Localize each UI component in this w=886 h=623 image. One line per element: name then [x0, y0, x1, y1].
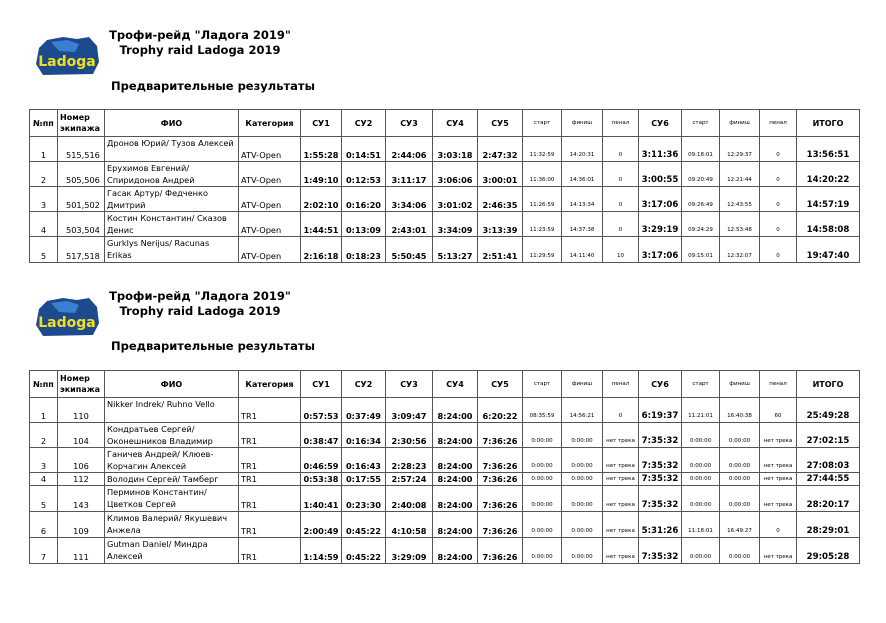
cell-ss6-finish: 0:00:00	[720, 423, 760, 448]
cell-ss6: 3:00:55	[639, 162, 682, 187]
svg-text:Ladoga: Ladoga	[38, 54, 96, 70]
header-ss1: СУ1	[301, 371, 342, 398]
cell-crew-number: 110	[58, 398, 105, 423]
cell-category: ATV-Open	[239, 212, 301, 237]
cell-total: 25:49:28	[797, 398, 860, 423]
cell-ss6: 7:35:32	[639, 448, 682, 473]
table-row	[30, 187, 860, 212]
cell-crew-number: 109	[58, 512, 105, 538]
header-ss6-finish: финиш	[720, 371, 760, 398]
cell-ss1: 2:16:18	[301, 237, 342, 263]
cell-total: 13:56:51	[797, 137, 860, 162]
cell-ss6-finish: 12:29:37	[720, 137, 760, 162]
event-title-ru: Трофи-рейд "Ладога 2019"	[109, 289, 291, 303]
cell-ss6-penalty: нет трека	[760, 448, 797, 473]
cell-position: 6	[30, 512, 58, 538]
cell-ss4: 3:01:02	[433, 187, 478, 212]
cell-ss5-finish: 14:37:38	[562, 212, 603, 237]
cell-total: 27:44:55	[797, 473, 860, 486]
header-ss5-finish: финиш	[562, 371, 603, 398]
header-ss6-start: старт	[682, 371, 720, 398]
cell-ss5: 7:36:26	[478, 448, 523, 473]
cell-ss5-penalty: нет трека	[603, 512, 639, 538]
cell-ss3: 2:57:24	[386, 473, 433, 486]
cell-ss2: 0:16:34	[342, 423, 386, 448]
cell-position: 5	[30, 237, 58, 263]
cell-ss6-start: 09:15:01	[682, 237, 720, 263]
cell-ss6: 3:29:19	[639, 212, 682, 237]
cell-ss5: 7:36:26	[478, 538, 523, 564]
cell-crew-number: 143	[58, 486, 105, 512]
header-names: ФИО	[105, 371, 239, 398]
cell-ss5: 3:13:39	[478, 212, 523, 237]
header-ss1: СУ1	[301, 110, 342, 137]
cell-ss1: 1:44:51	[301, 212, 342, 237]
cell-ss2: 0:18:23	[342, 237, 386, 263]
cell-ss1: 0:38:47	[301, 423, 342, 448]
cell-names: Nikker Indrek/ Ruhno Vello	[105, 398, 239, 423]
cell-ss2: 0:12:53	[342, 162, 386, 187]
cell-names: Gurklys Nerijus/ Racunas Erikas	[105, 237, 239, 263]
header-ss6: СУ6	[639, 110, 682, 137]
cell-ss5-penalty: нет трека	[603, 473, 639, 486]
header-position: №пп	[30, 110, 58, 137]
cell-ss5-start: 0:00:00	[523, 473, 562, 486]
header-crew-number: Номер экипажа	[58, 371, 105, 398]
table-row	[30, 473, 860, 486]
header-ss4: СУ4	[433, 110, 478, 137]
cell-total: 19:47:40	[797, 237, 860, 263]
cell-ss1: 0:53:38	[301, 473, 342, 486]
cell-ss6-penalty: 0	[760, 237, 797, 263]
cell-category: TR1	[239, 473, 301, 486]
cell-ss5-finish: 14:56:21	[562, 398, 603, 423]
cell-ss6-start: 11:18:01	[682, 512, 720, 538]
cell-ss6: 5:31:26	[639, 512, 682, 538]
cell-ss3: 3:34:06	[386, 187, 433, 212]
cell-ss5-penalty: 0	[603, 398, 639, 423]
section-subtitle: Предварительные результаты	[111, 339, 315, 353]
cell-ss5-penalty: нет трека	[603, 423, 639, 448]
cell-ss5-finish: 0:00:00	[562, 448, 603, 473]
cell-ss5: 6:20:22	[478, 398, 523, 423]
cell-ss4: 8:24:00	[433, 398, 478, 423]
cell-ss5-start: 11:29:59	[523, 237, 562, 263]
cell-ss6-start: 09:20:49	[682, 162, 720, 187]
cell-ss5-start: 11:26:59	[523, 187, 562, 212]
cell-ss1: 2:00:49	[301, 512, 342, 538]
cell-ss2: 0:16:20	[342, 187, 386, 212]
cell-ss5-penalty: 0	[603, 212, 639, 237]
cell-ss5-finish: 0:00:00	[562, 512, 603, 538]
cell-ss3: 2:43:01	[386, 212, 433, 237]
cell-ss6-penalty: нет трека	[760, 473, 797, 486]
header-ss4: СУ4	[433, 371, 478, 398]
cell-ss5-penalty: 10	[603, 237, 639, 263]
cell-ss6: 3:17:06	[639, 237, 682, 263]
cell-position: 1	[30, 137, 58, 162]
cell-ss6: 7:35:32	[639, 486, 682, 512]
cell-ss5-penalty: нет трека	[603, 448, 639, 473]
cell-ss6: 6:19:37	[639, 398, 682, 423]
header-ss2: СУ2	[342, 110, 386, 137]
cell-ss2: 0:45:22	[342, 538, 386, 564]
header-crew-number: Номер экипажа	[58, 110, 105, 137]
header-ss5: СУ5	[478, 110, 523, 137]
header-total: ИТОГО	[797, 110, 860, 137]
cell-ss6: 7:35:32	[639, 538, 682, 564]
cell-ss3: 3:09:47	[386, 398, 433, 423]
header-ss6-penalty: пенал	[760, 371, 797, 398]
cell-ss5: 3:00:01	[478, 162, 523, 187]
cell-ss6-start: 0:00:00	[682, 538, 720, 564]
cell-ss1: 1:55:28	[301, 137, 342, 162]
header-ss5-finish: финиш	[562, 110, 603, 137]
cell-total: 28:20:17	[797, 486, 860, 512]
cell-category: ATV-Open	[239, 162, 301, 187]
cell-ss2: 0:13:09	[342, 212, 386, 237]
cell-ss5-start: 0:00:00	[523, 538, 562, 564]
header-ss3: СУ3	[386, 371, 433, 398]
header-ss5-start: старт	[523, 110, 562, 137]
cell-category: ATV-Open	[239, 137, 301, 162]
cell-total: 28:29:01	[797, 512, 860, 538]
header-category: Категория	[239, 110, 301, 137]
cell-ss5-finish: 0:00:00	[562, 423, 603, 448]
event-title-ru: Трофи-рейд "Ладога 2019"	[109, 28, 291, 42]
cell-names: Ганичев Андрей/ Клюев-Корчагин Алексей	[105, 448, 239, 473]
header-ss6-finish: финиш	[720, 110, 760, 137]
header-ss6-penalty: пенал	[760, 110, 797, 137]
cell-names: Гасак Артур/ Федченко Дмитрий	[105, 187, 239, 212]
cell-ss5-penalty: нет трека	[603, 538, 639, 564]
cell-category: TR1	[239, 398, 301, 423]
cell-total: 14:20:22	[797, 162, 860, 187]
cell-ss5-start: 11:36:00	[523, 162, 562, 187]
cell-ss5: 2:47:32	[478, 137, 523, 162]
cell-names: Дронов Юрий/ Тузов Алексей	[105, 137, 239, 162]
table-row	[30, 448, 860, 473]
cell-position: 3	[30, 448, 58, 473]
table-row	[30, 212, 860, 237]
cell-ss5-start: 0:00:00	[523, 512, 562, 538]
cell-total: 14:58:08	[797, 212, 860, 237]
cell-ss5: 7:36:26	[478, 486, 523, 512]
cell-crew-number: 517,518	[58, 237, 105, 263]
cell-ss5: 2:51:41	[478, 237, 523, 263]
cell-ss6-penalty: нет трека	[760, 423, 797, 448]
cell-ss5-finish: 0:00:00	[562, 486, 603, 512]
cell-ss5-start: 0:00:00	[523, 448, 562, 473]
cell-ss6-start: 0:00:00	[682, 448, 720, 473]
header-row	[30, 371, 860, 398]
cell-ss4: 3:03:18	[433, 137, 478, 162]
cell-ss3: 2:28:23	[386, 448, 433, 473]
cell-ss5: 7:36:26	[478, 473, 523, 486]
cell-ss6: 7:35:32	[639, 473, 682, 486]
cell-ss3: 5:50:45	[386, 237, 433, 263]
cell-ss6-finish: 16:49:27	[720, 512, 760, 538]
cell-ss4: 8:24:00	[433, 423, 478, 448]
cell-names: Володин Сергей/ Тамберг	[105, 473, 239, 486]
cell-crew-number: 111	[58, 538, 105, 564]
event-title-en: Trophy raid Ladoga 2019	[119, 304, 281, 318]
cell-position: 2	[30, 162, 58, 187]
cell-crew-number: 503,504	[58, 212, 105, 237]
header-ss5-penalty: пенал	[603, 371, 639, 398]
cell-ss4: 5:13:27	[433, 237, 478, 263]
cell-ss6-finish: 0:00:00	[720, 473, 760, 486]
cell-ss6-finish: 12:53:48	[720, 212, 760, 237]
cell-crew-number: 112	[58, 473, 105, 486]
cell-crew-number: 501,502	[58, 187, 105, 212]
cell-ss3: 3:11:17	[386, 162, 433, 187]
header-category: Категория	[239, 371, 301, 398]
cell-category: TR1	[239, 448, 301, 473]
header-position: №пп	[30, 371, 58, 398]
cell-ss6-finish: 12:43:55	[720, 187, 760, 212]
table-row	[30, 512, 860, 538]
cell-ss2: 0:16:43	[342, 448, 386, 473]
cell-crew-number: 515,516	[58, 137, 105, 162]
cell-position: 5	[30, 486, 58, 512]
cell-ss6-penalty: нет трека	[760, 538, 797, 564]
cell-ss5-penalty: 0	[603, 137, 639, 162]
cell-ss5-start: 0:00:00	[523, 423, 562, 448]
cell-ss2: 0:17:55	[342, 473, 386, 486]
table-row	[30, 423, 860, 448]
cell-ss3: 2:40:08	[386, 486, 433, 512]
cell-ss5-start: 0:00:00	[523, 486, 562, 512]
table-row	[30, 398, 860, 423]
cell-ss6-finish: 0:00:00	[720, 538, 760, 564]
cell-ss5-start: 11:23:59	[523, 212, 562, 237]
cell-ss5-start: 08:35:59	[523, 398, 562, 423]
cell-ss4: 8:24:00	[433, 486, 478, 512]
cell-ss6-penalty: 0	[760, 187, 797, 212]
cell-ss6-penalty: 0	[760, 212, 797, 237]
cell-category: ATV-Open	[239, 187, 301, 212]
cell-ss6-start: 11:21:01	[682, 398, 720, 423]
cell-ss6-penalty: нет трека	[760, 486, 797, 512]
cell-ss6-penalty: 0	[760, 512, 797, 538]
cell-ss2: 0:14:51	[342, 137, 386, 162]
cell-ss4: 8:24:00	[433, 448, 478, 473]
cell-position: 2	[30, 423, 58, 448]
cell-ss6-start: 0:00:00	[682, 423, 720, 448]
cell-ss5-start: 11:32:59	[523, 137, 562, 162]
cell-ss3: 3:29:09	[386, 538, 433, 564]
cell-ss5-finish: 0:00:00	[562, 473, 603, 486]
header-ss2: СУ2	[342, 371, 386, 398]
header-ss6: СУ6	[639, 371, 682, 398]
cell-category: ATV-Open	[239, 237, 301, 263]
cell-ss6-finish: 0:00:00	[720, 486, 760, 512]
cell-ss2: 0:37:49	[342, 398, 386, 423]
cell-ss6-finish: 16:40:38	[720, 398, 760, 423]
cell-crew-number: 505,506	[58, 162, 105, 187]
cell-ss6-start: 09:24:29	[682, 212, 720, 237]
cell-ss5-finish: 14:36:01	[562, 162, 603, 187]
cell-category: TR1	[239, 423, 301, 448]
cell-ss4: 8:24:00	[433, 538, 478, 564]
cell-ss5-finish: 0:00:00	[562, 538, 603, 564]
cell-position: 7	[30, 538, 58, 564]
cell-ss6-start: 09:26:49	[682, 187, 720, 212]
cell-ss6-penalty: 60	[760, 398, 797, 423]
cell-ss5-penalty: 0	[603, 187, 639, 212]
cell-ss5-finish: 14:20:31	[562, 137, 603, 162]
header-total: ИТОГО	[797, 371, 860, 398]
cell-crew-number: 106	[58, 448, 105, 473]
ladoga-logo	[33, 34, 101, 76]
cell-ss6-penalty: 0	[760, 162, 797, 187]
header-ss6-start: старт	[682, 110, 720, 137]
cell-ss4: 3:06:06	[433, 162, 478, 187]
cell-ss6-start: 09:18:01	[682, 137, 720, 162]
cell-ss4: 8:24:00	[433, 512, 478, 538]
cell-ss1: 1:40:41	[301, 486, 342, 512]
cell-ss6-finish: 0:00:00	[720, 448, 760, 473]
cell-position: 1	[30, 398, 58, 423]
table-row	[30, 538, 860, 564]
event-title-en: Trophy raid Ladoga 2019	[119, 43, 281, 57]
cell-ss2: 0:45:22	[342, 512, 386, 538]
cell-names: Кондратьев Сергей/ Оконешников Владимир	[105, 423, 239, 448]
cell-category: TR1	[239, 486, 301, 512]
cell-category: TR1	[239, 512, 301, 538]
cell-ss1: 0:46:59	[301, 448, 342, 473]
table-row	[30, 137, 860, 162]
cell-total: 27:02:15	[797, 423, 860, 448]
svg-text:Ladoga: Ladoga	[38, 315, 96, 331]
results-table-atv	[29, 109, 860, 263]
cell-names: Перминов Константин/ Цветков Сергей	[105, 486, 239, 512]
cell-total: 14:57:19	[797, 187, 860, 212]
header-ss5: СУ5	[478, 371, 523, 398]
table-row	[30, 162, 860, 187]
cell-ss3: 2:44:06	[386, 137, 433, 162]
cell-ss1: 1:49:10	[301, 162, 342, 187]
table-row	[30, 486, 860, 512]
cell-names: Климов Валерий/ Якушевич Анжела	[105, 512, 239, 538]
table-row	[30, 237, 860, 263]
header-ss3: СУ3	[386, 110, 433, 137]
cell-ss3: 4:10:58	[386, 512, 433, 538]
header-names: ФИО	[105, 110, 239, 137]
cell-ss6-start: 0:00:00	[682, 473, 720, 486]
cell-ss3: 2:30:56	[386, 423, 433, 448]
cell-names: Gutman Daniel/ Миндра Алексей	[105, 538, 239, 564]
cell-ss6-finish: 12:32:07	[720, 237, 760, 263]
cell-ss5-finish: 14:13:34	[562, 187, 603, 212]
cell-ss5-penalty: 0	[603, 162, 639, 187]
cell-ss6: 7:35:32	[639, 423, 682, 448]
cell-names: Костин Константин/ Сказов Денис	[105, 212, 239, 237]
results-table-tr1	[29, 370, 860, 564]
cell-ss1: 2:02:10	[301, 187, 342, 212]
cell-ss5-finish: 14:11:40	[562, 237, 603, 263]
cell-ss4: 8:24:00	[433, 473, 478, 486]
cell-ss1: 1:14:59	[301, 538, 342, 564]
cell-category: TR1	[239, 538, 301, 564]
cell-ss6-penalty: 0	[760, 137, 797, 162]
cell-ss5: 2:46:35	[478, 187, 523, 212]
header-ss5-penalty: пенал	[603, 110, 639, 137]
cell-ss5: 7:36:26	[478, 423, 523, 448]
cell-ss6: 3:11:36	[639, 137, 682, 162]
cell-ss4: 3:34:09	[433, 212, 478, 237]
cell-ss6: 3:17:06	[639, 187, 682, 212]
cell-ss1: 0:57:53	[301, 398, 342, 423]
header-row	[30, 110, 860, 137]
cell-position: 3	[30, 187, 58, 212]
cell-total: 27:08:03	[797, 448, 860, 473]
section-subtitle: Предварительные результаты	[111, 79, 315, 93]
cell-crew-number: 104	[58, 423, 105, 448]
header-ss5-start: старт	[523, 371, 562, 398]
cell-ss6-start: 0:00:00	[682, 486, 720, 512]
cell-total: 29:05:28	[797, 538, 860, 564]
cell-ss6-finish: 12:21:44	[720, 162, 760, 187]
cell-position: 4	[30, 212, 58, 237]
cell-ss5: 7:36:26	[478, 512, 523, 538]
ladoga-logo	[33, 295, 101, 337]
cell-ss2: 0:23:30	[342, 486, 386, 512]
cell-names: Ерухимов Евгений/ Спиридонов Андрей	[105, 162, 239, 187]
cell-ss5-penalty: нет трека	[603, 486, 639, 512]
cell-position: 4	[30, 473, 58, 486]
